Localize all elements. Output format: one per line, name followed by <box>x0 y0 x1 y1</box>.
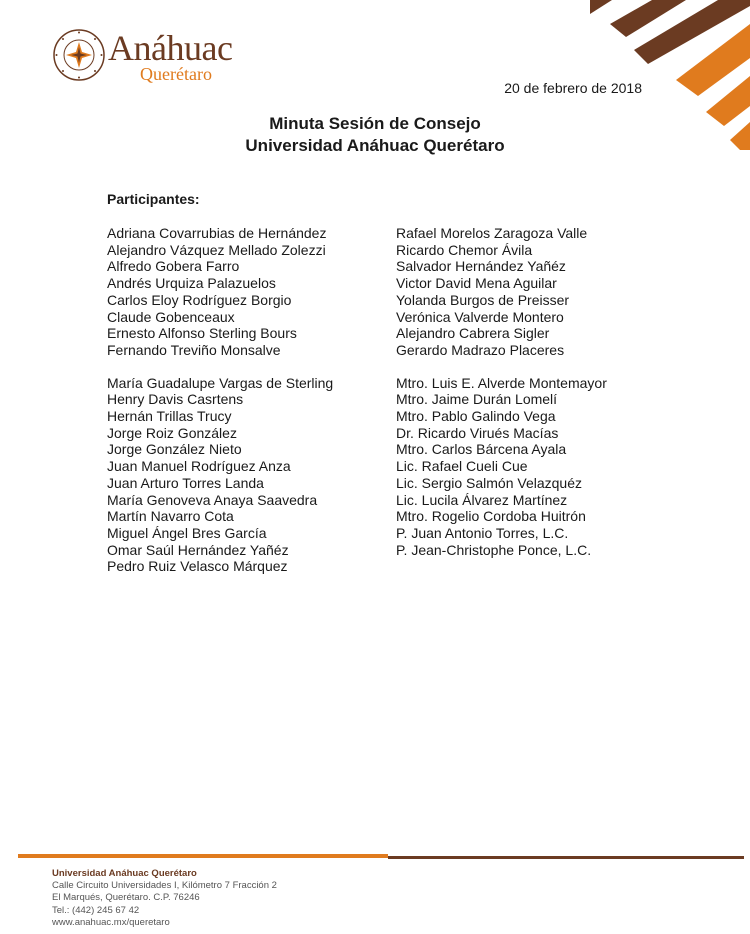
group-spacer <box>107 359 333 375</box>
participant-name: Andrés Urquiza Palazuelos <box>107 275 276 292</box>
participant-name: Ernesto Alfonso Sterling Bours <box>107 325 297 342</box>
participant-name: Miguel Ángel Bres García <box>107 524 267 541</box>
participant-name: Henry Davis Casrtens <box>107 391 244 408</box>
footer-rule-brown <box>388 856 744 859</box>
footer-institution-name: Universidad Anáhuac Querétaro <box>52 868 197 879</box>
participant-name: Jorge Roiz González <box>107 424 237 441</box>
participant-name: Mtro. Pablo Galindo Vega <box>396 408 556 425</box>
participant-name: Lic. Lucila Álvarez Martínez <box>396 491 568 508</box>
participants-column-right <box>396 225 607 558</box>
participant-name: Mtro. Luis E. Alverde Montemayor <box>396 374 607 391</box>
footer-phone: Tel.: (442) 245 67 42 <box>52 904 140 916</box>
participant-name: Ricardo Chemor Ávila <box>396 241 533 258</box>
participant-name: Alejandro Cabrera Sigler <box>396 325 550 342</box>
participant-name: Alfredo Gobera Farro <box>107 258 240 275</box>
participant-name: Yolanda Burgos de Preisser <box>396 291 570 308</box>
footer-address-line-2: El Marqués, Querétaro. C.P. 76246 <box>52 892 200 904</box>
participant-name: Omar Saúl Hernández Yañéz <box>107 541 289 558</box>
footer-address-line-1: Calle Circuito Universidades I, Kilómetro 7 Fracción 2 <box>52 880 277 892</box>
document-title <box>0 113 750 157</box>
participant-name: Hernán Trillas Trucy <box>107 408 232 425</box>
title-line-1: Minuta Sesión de Consejo <box>269 114 481 133</box>
participant-name: María Genoveva Anaya Saavedra <box>107 491 318 508</box>
participant-name: Fernando Treviño Monsalve <box>107 341 281 358</box>
university-logo <box>52 26 252 86</box>
participant-name: Dr. Ricardo Virués Macías <box>396 424 559 441</box>
document-date: 20 de febrero de 2018 <box>504 80 642 96</box>
brand-subtitle: Querétaro <box>140 64 212 84</box>
participant-name: P. Juan Antonio Torres, L.C. <box>396 524 569 541</box>
participant-name: Juan Arturo Torres Landa <box>107 474 264 491</box>
participants-column-left <box>107 225 333 575</box>
participant-name: Gerardo Madrazo Placeres <box>396 341 565 358</box>
participants-right-group-2 <box>396 375 607 559</box>
participant-name: Mtro. Jaime Durán Lomelí <box>396 391 558 408</box>
participants-right-group-1 <box>396 225 607 359</box>
participant-name: Victor David Mena Aguilar <box>396 275 557 292</box>
participant-name: Juan Manuel Rodríguez Anza <box>107 458 291 475</box>
participant-name: Pedro Ruiz Velasco Márquez <box>107 558 288 575</box>
participant-name: Alejandro Vázquez Mellado Zolezzi <box>107 241 326 258</box>
university-seal-icon <box>52 28 106 82</box>
participants-left-group-1 <box>107 225 333 359</box>
participant-name: Mtro. Carlos Bárcena Ayala <box>396 441 567 458</box>
participant-name: María Guadalupe Vargas de Sterling <box>107 374 334 391</box>
participant-name: Martín Navarro Cota <box>107 508 234 525</box>
participants-heading: Participantes: <box>107 191 200 207</box>
footer-rule-orange <box>18 854 388 858</box>
participants-left-group-2 <box>107 375 333 575</box>
participant-name: Claude Gobenceaux <box>107 308 235 325</box>
participant-name: Lic. Rafael Cueli Cue <box>396 458 528 475</box>
participant-name: Adriana Covarrubias de Hernández <box>107 225 327 241</box>
brand-name: Anáhuac <box>108 28 233 68</box>
footer-address-block <box>52 868 277 929</box>
participant-name: Jorge González Nieto <box>107 441 242 458</box>
participant-name: Lic. Sergio Salmón Velazquéz <box>396 474 582 491</box>
participant-name: Mtro. Rogelio Cordoba Huitrón <box>396 508 586 525</box>
participant-name: Carlos Eloy Rodríguez Borgio <box>107 291 292 308</box>
title-line-2: Universidad Anáhuac Querétaro <box>245 136 505 155</box>
participant-name: Rafael Morelos Zaragoza Valle <box>396 225 588 241</box>
footer-website-link[interactable]: www.anahuac.mx/queretaro <box>52 916 170 928</box>
participant-name: Verónica Valverde Montero <box>396 308 564 325</box>
participant-name: Salvador Hernández Yañéz <box>396 258 566 275</box>
group-spacer <box>396 359 607 375</box>
participant-name: P. Jean-Christophe Ponce, L.C. <box>396 541 592 558</box>
